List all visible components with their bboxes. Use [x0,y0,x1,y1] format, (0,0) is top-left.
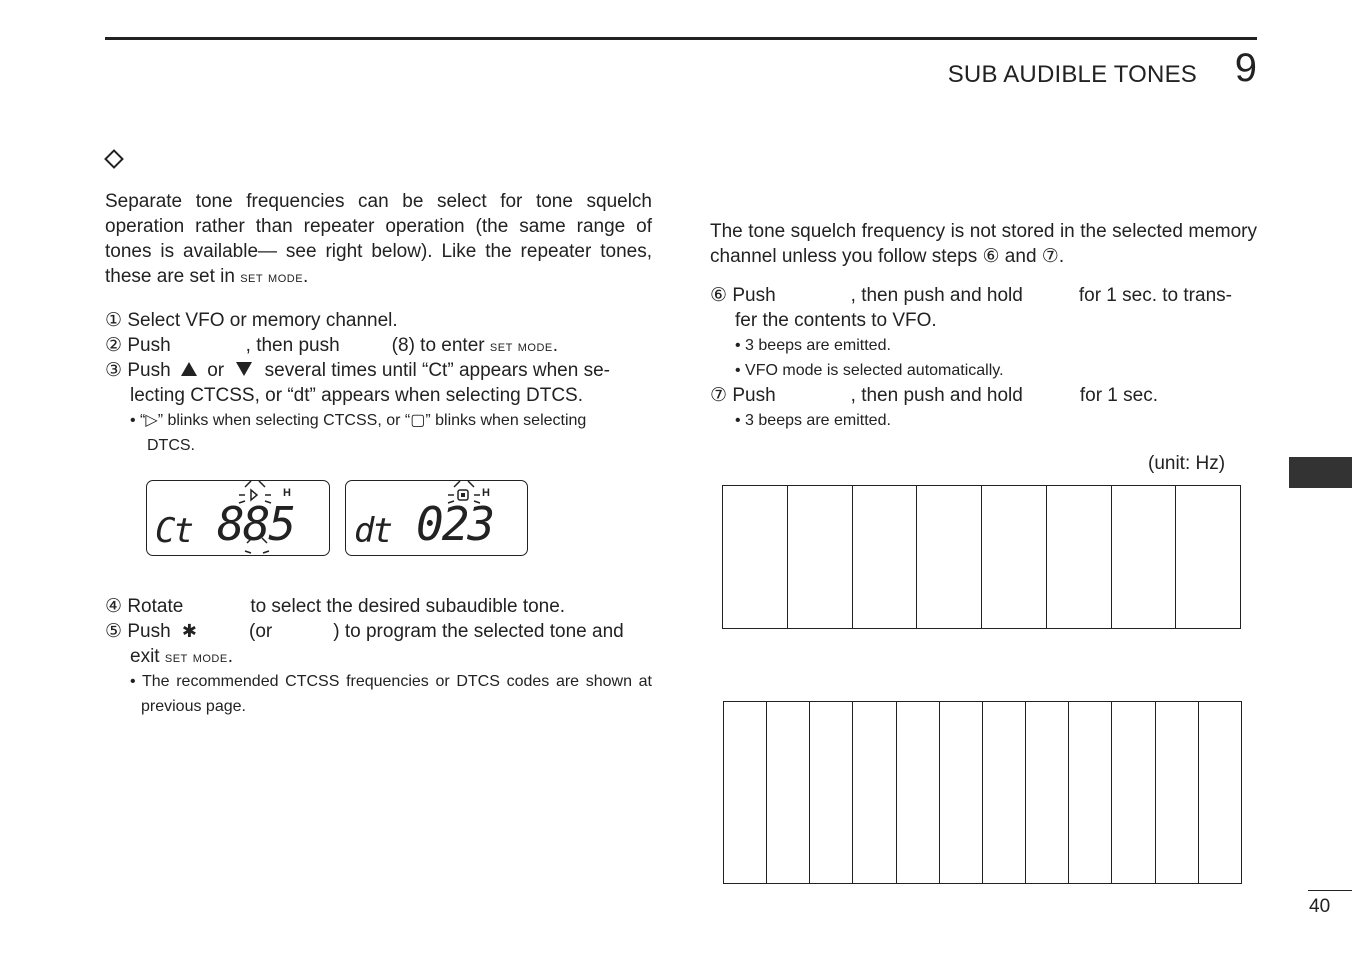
step-6-note-1: • 3 beeps are emitted. [735,337,891,354]
lcd-dt-prefix: dt [354,511,391,551]
asterisk-key-icon: ✱ [181,621,198,641]
table-cell [1155,702,1198,884]
table-cell [896,702,939,884]
table-cell [1069,702,1112,884]
table-cell [917,486,982,629]
lcd-ct-prefix: Ct [155,511,192,551]
step-4: ④ Rotate to select the desired subaudible tone. [105,596,566,617]
step-7: ⑦ Push , then push and hold for 1 sec. [710,385,1158,406]
lcd-ctcss-display [146,480,330,556]
step-1: ① Select VFO or memory channel. [105,310,398,331]
lcd-dt-flag: H [482,487,490,499]
lcd-ct-flag: H [283,487,291,499]
step-3: ③ Push or several times until “Ct” appears when se- [105,360,610,381]
intro-paragraph: Separate tone frequencies can be select for tone squelch operation rather than repeater operation (the same range of tones is available— see right below). Like the repeater tones, these are set in set mode. [105,191,652,287]
lcd-ct-value: 885 [217,497,295,551]
table-cell [1111,486,1176,629]
step-5: ⑤ Push ✱ (or ) to program the selected tone and [105,621,624,642]
table-cell [1112,702,1155,884]
table-cell [767,702,810,884]
table-cell [982,486,1047,629]
step-6-note-2: • VFO mode is selected automatically. [735,362,1004,379]
step-2: ② Push , then push (8) to enter set mode. [105,335,559,356]
table-cell [787,486,852,629]
right-intro: The tone squelch frequency is not stored in the selected memory channel unless you follow steps ⑥ and ⑦. [710,221,1257,267]
page-number: 40 [1309,896,1331,917]
page-number-rule [1308,890,1352,891]
ctcss-frequency-table [722,485,1241,629]
step-5-note: • The recommended CTCSS frequencies or DTCS codes are shown at previous page. [130,673,652,715]
table-cell [1046,486,1111,629]
chapter-tab [1289,457,1352,488]
chapter-number: 9 [1234,46,1257,90]
table-cell [852,486,917,629]
dtcs-icon: ▢ [410,412,426,429]
table-cell [723,486,788,629]
step-6-continued: fer the contents to VFO. [735,310,937,331]
step-5-continued: exit set mode. [130,646,233,667]
table-cell [1176,486,1241,629]
down-arrow-icon [236,362,252,376]
step-3-note-continued: DTCS. [147,437,195,454]
table-cell [982,702,1025,884]
section-title: SUB AUDIBLE TONES [947,61,1197,88]
step-3-note: • “▷” blinks when selecting CTCSS, or “▢” blinks when selecting [130,412,587,429]
step-6: ⑥ Push , then push and hold for 1 sec. to trans- [710,285,1232,306]
header-rule [105,37,1257,40]
table-cell [1026,702,1069,884]
table-cell [1198,702,1241,884]
up-arrow-icon [181,362,197,376]
dtcs-code-table [723,701,1242,884]
table-cell [853,702,896,884]
table-cell [939,702,982,884]
lcd-dt-value: 023 [416,497,494,551]
table-cell [724,702,767,884]
tone-icon: ▷ [145,412,158,429]
diamond-icon [104,149,124,169]
step-7-note: • 3 beeps are emitted. [735,412,891,429]
unit-label: (unit: Hz) [1148,453,1226,474]
table-cell [810,702,853,884]
lcd-dtcs-display [345,480,528,556]
step-3-continued: lecting CTCSS, or “dt” appears when selecting DTCS. [130,385,584,406]
